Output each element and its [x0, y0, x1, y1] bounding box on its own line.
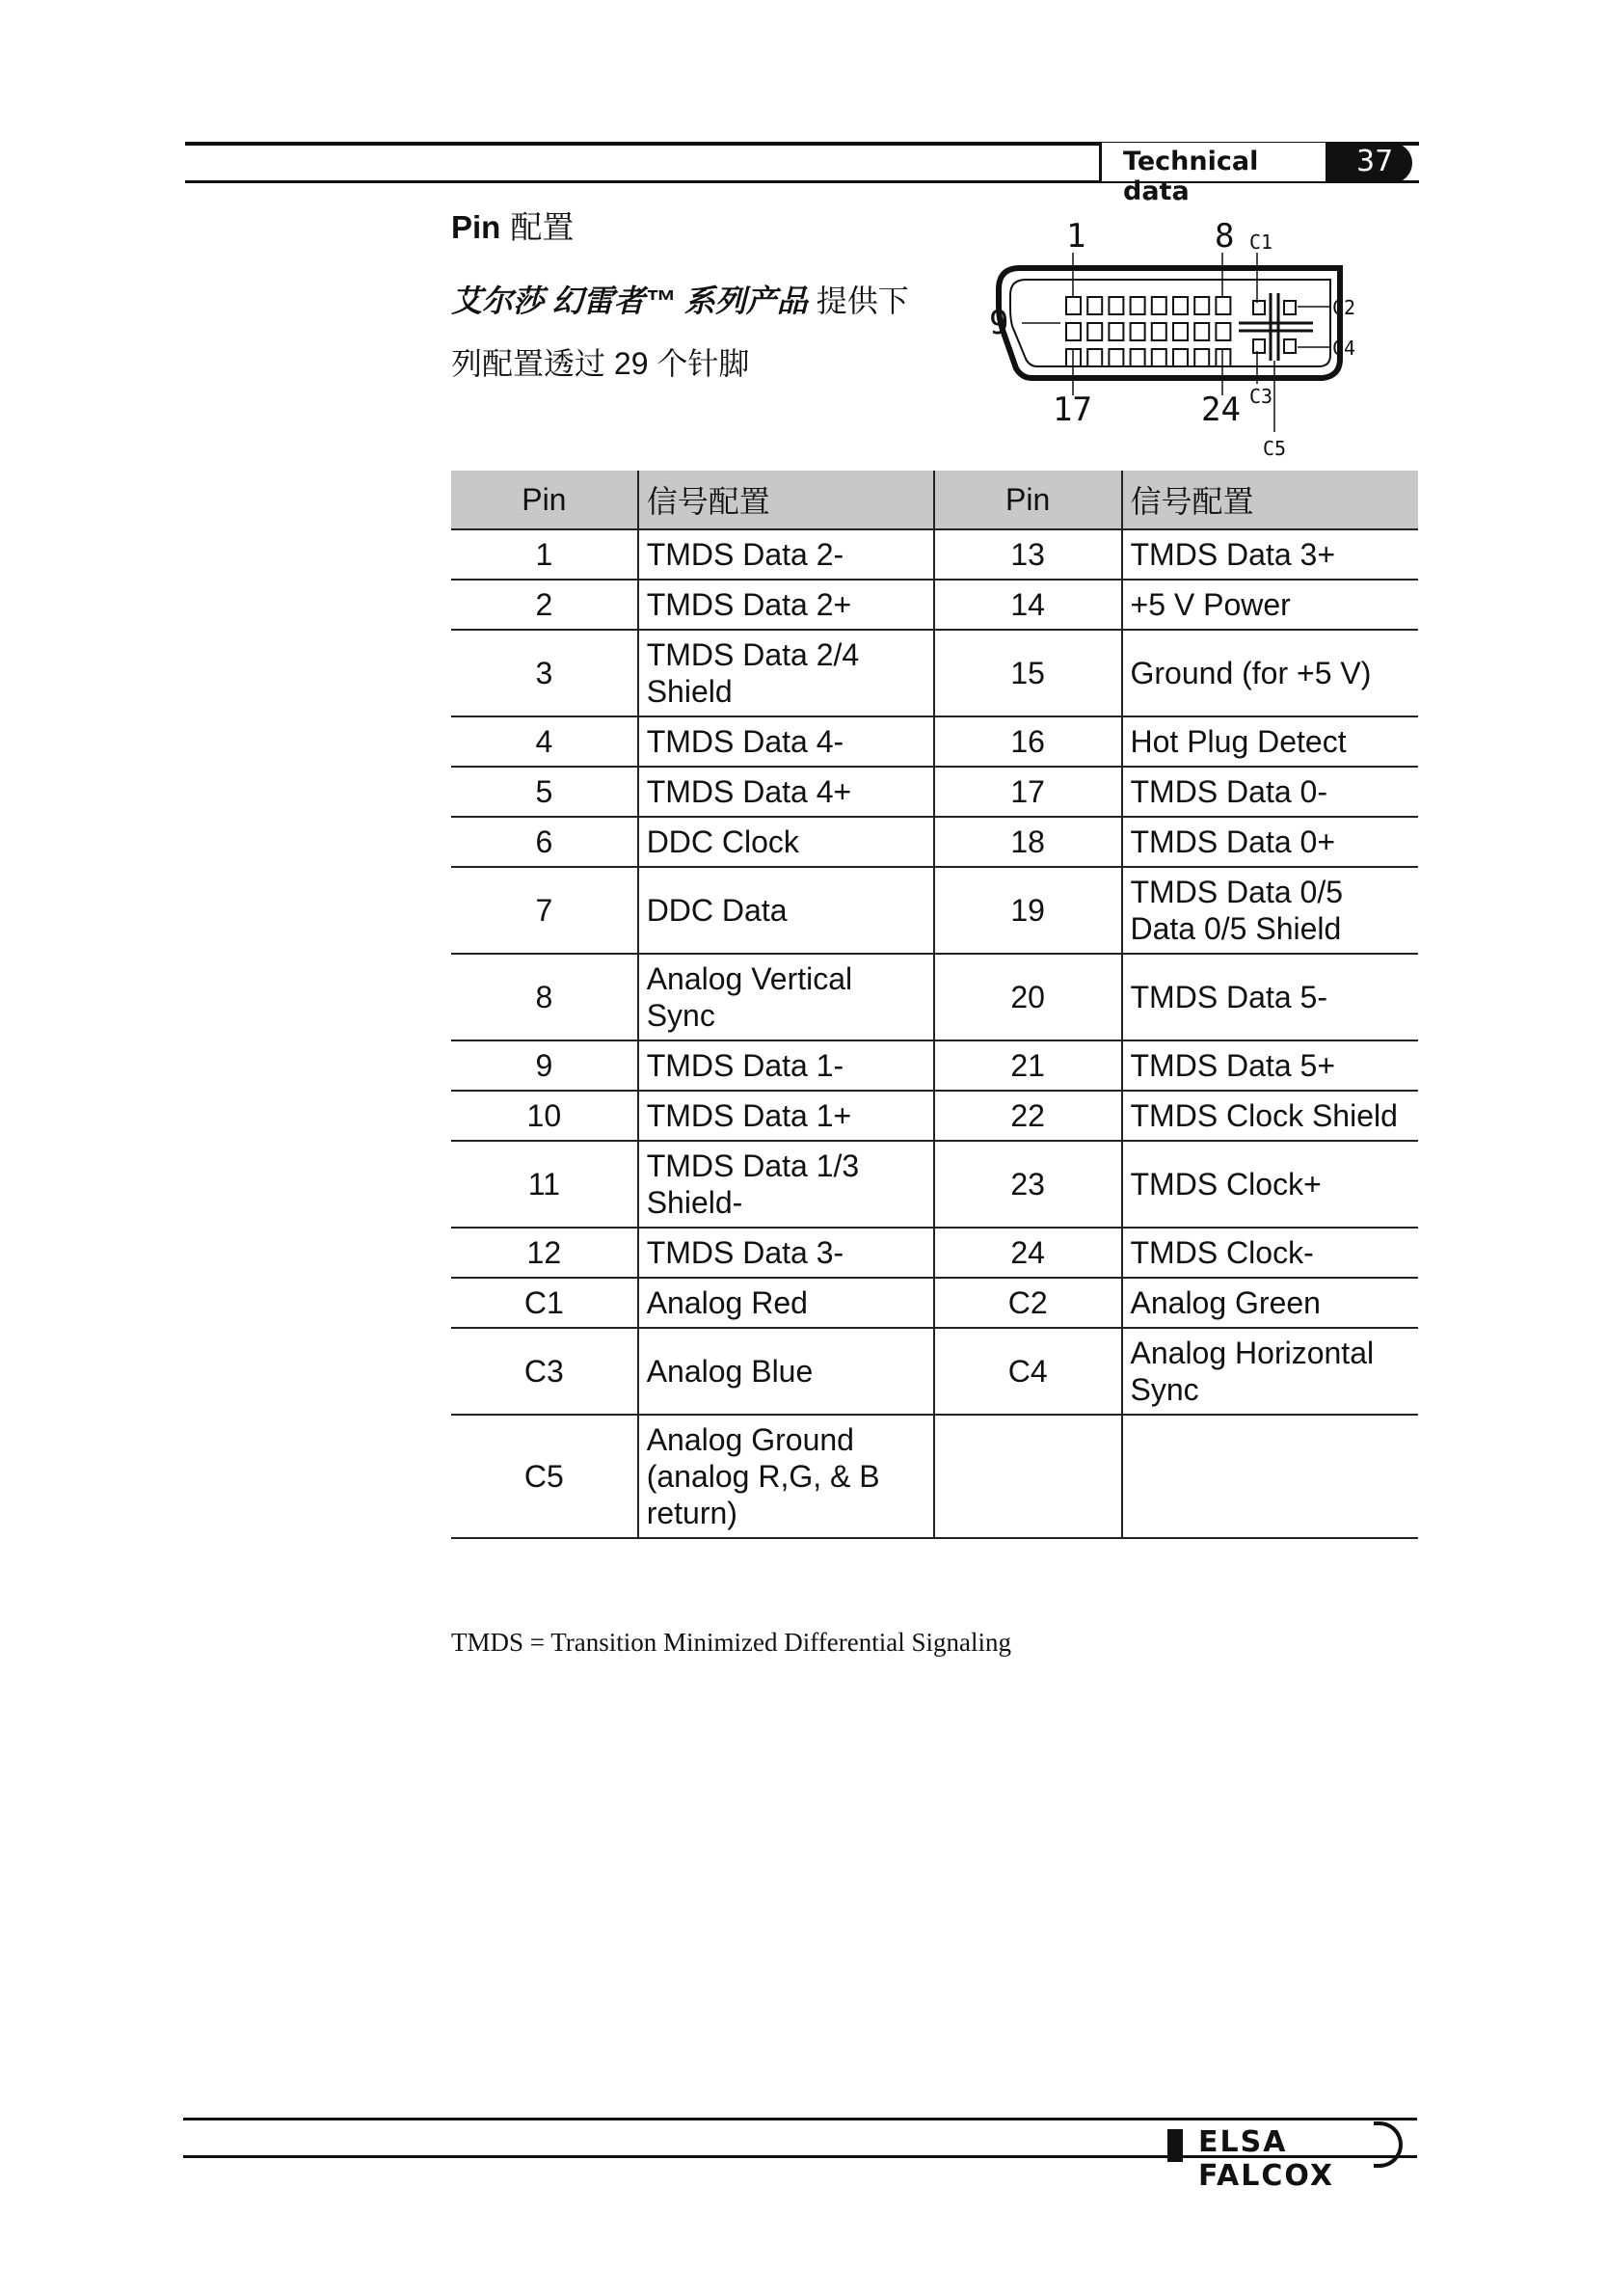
signal-a-cell: TMDS Data 1- [638, 1040, 934, 1091]
page-number-box [1326, 143, 1412, 183]
signal-b-cell: TMDS Data 5- [1122, 954, 1419, 1040]
table-row [451, 954, 1418, 1040]
connector-pin [1194, 297, 1209, 314]
section-label: Technical data [1123, 147, 1259, 206]
signal-b-cell: TMDS Data 3+ [1122, 529, 1419, 580]
signal-b-cell: Hot Plug Detect [1122, 716, 1419, 767]
pin-b-cell: 13 [934, 529, 1122, 580]
table-row [451, 529, 1418, 580]
pin-b-cell [934, 1415, 1122, 1538]
signal-a-cell: TMDS Data 1+ [638, 1091, 934, 1141]
signal-a-cell: TMDS Data 4+ [638, 767, 934, 817]
connector-pin [1087, 323, 1102, 340]
header-tab [1099, 143, 1419, 206]
connector-pin [1131, 297, 1145, 314]
signal-b-cell: +5 V Power [1122, 580, 1419, 630]
brand-bar-left [1167, 2129, 1183, 2162]
connector-pin [1109, 323, 1123, 340]
table-row [451, 1328, 1418, 1415]
table-row [451, 1040, 1418, 1091]
signal-a-cell: Analog Blue [638, 1328, 934, 1415]
pin-b-cell: C4 [934, 1328, 1122, 1415]
signal-a-cell: TMDS Data 2/4 Shield [638, 630, 934, 716]
signal-a-cell: TMDS Data 2+ [638, 580, 934, 630]
section-label-box [1099, 143, 1326, 206]
pin-b-cell: 17 [934, 767, 1122, 817]
connector-pin [1173, 323, 1188, 340]
brand-name: ELSA FALCOX [1198, 2125, 1334, 2193]
signal-a-cell: Analog Vertical Sync [638, 954, 934, 1040]
page-number: 37 [1356, 145, 1394, 178]
connector-pin [1194, 323, 1209, 340]
connector-pin [1109, 297, 1123, 314]
connector-pin [1216, 297, 1230, 314]
connector-pin [1216, 349, 1230, 366]
signal-b-cell: Analog Green [1122, 1278, 1419, 1328]
signal-b-cell: TMDS Data 0+ [1122, 817, 1419, 867]
connector-pin [1066, 297, 1081, 314]
signal-b-cell: TMDS Clock- [1122, 1228, 1419, 1278]
table-row [451, 716, 1418, 767]
pin-a-cell: C5 [451, 1415, 638, 1538]
pin-a-cell: 1 [451, 529, 638, 580]
signal-b-cell: Analog Horizontal Sync [1122, 1328, 1419, 1415]
footer-brand-logo [1133, 2120, 1422, 2193]
pin-a-cell: 11 [451, 1141, 638, 1228]
table-header-row [451, 471, 1418, 529]
header-signal-b: 信号配置 [1122, 471, 1419, 529]
signal-a-cell: TMDS Data 2- [638, 529, 934, 580]
pin-a-cell: 9 [451, 1040, 638, 1091]
header-pin-a: Pin [451, 471, 638, 529]
connector-pin [1152, 349, 1166, 366]
analog-pin-cross [1239, 293, 1313, 361]
table-row [451, 580, 1418, 630]
pin-b-cell: 15 [934, 630, 1122, 716]
connector-pin [1109, 349, 1123, 366]
label-c1: C1 [1249, 230, 1273, 254]
label-c3: C3 [1249, 385, 1273, 408]
connector-pin [1066, 323, 1081, 340]
pin-a-cell: 3 [451, 630, 638, 716]
connector-pin [1173, 297, 1188, 314]
label-pin-1: 1 [1066, 217, 1086, 256]
intro-text [451, 270, 972, 395]
intro-line-1-rest: 提供下 [807, 284, 909, 318]
connector-pin [1194, 349, 1209, 366]
connector-pin [1087, 349, 1102, 366]
pin-assignment-table [451, 471, 1418, 1539]
connector-pin [1131, 349, 1145, 366]
signal-b-cell: TMDS Data 5+ [1122, 1040, 1419, 1091]
intro-line-2: 列配置透过 29 个针脚 [451, 346, 750, 381]
section-title-cn: 配置 [510, 209, 575, 245]
table-row [451, 1141, 1418, 1228]
connector-pin [1216, 323, 1230, 340]
signal-a-cell: DDC Clock [638, 817, 934, 867]
pin-b-cell: 24 [934, 1228, 1122, 1278]
signal-b-cell: TMDS Clock+ [1122, 1141, 1419, 1228]
connector-pin [1152, 297, 1166, 314]
dvi-connector-diagram [983, 214, 1398, 463]
label-pin-17: 17 [1053, 391, 1092, 429]
signal-b-cell: Ground (for +5 V) [1122, 630, 1419, 716]
table-row [451, 1415, 1418, 1538]
pin-grid [1066, 297, 1230, 366]
table-body [451, 529, 1418, 1538]
signal-a-cell: TMDS Data 4- [638, 716, 934, 767]
table-row [451, 630, 1418, 716]
label-c2: C2 [1332, 296, 1356, 319]
signal-a-cell: TMDS Data 3- [638, 1228, 934, 1278]
table-row [451, 817, 1418, 867]
signal-a-cell: Analog Red [638, 1278, 934, 1328]
pin-b-cell: C2 [934, 1278, 1122, 1328]
section-title [451, 203, 574, 248]
label-c5: C5 [1263, 437, 1287, 460]
label-pin-9: 9 [989, 304, 1009, 342]
pin-a-cell: 8 [451, 954, 638, 1040]
signal-b-cell: TMDS Data 0- [1122, 767, 1419, 817]
table-row [451, 867, 1418, 954]
pin-a-cell: C1 [451, 1278, 638, 1328]
table-row [451, 1278, 1418, 1328]
label-pin-24: 24 [1201, 391, 1241, 429]
pin-a-cell: 7 [451, 867, 638, 954]
intro-line-1 [451, 270, 972, 333]
table-row [451, 1228, 1418, 1278]
pin-a-cell: 4 [451, 716, 638, 767]
pin-b-cell: 19 [934, 867, 1122, 954]
footnote: TMDS = Transition Minimized Differential Signaling [451, 1628, 1011, 1657]
header-pin-b: Pin [934, 471, 1122, 529]
signal-a-cell: Analog Ground (analog R,G, & B return) [638, 1415, 934, 1538]
product-name: 艾尔莎 幻雷者™ 系列产品 [451, 284, 808, 318]
table-row [451, 767, 1418, 817]
signal-b-cell [1122, 1415, 1419, 1538]
pin-a-cell: 5 [451, 767, 638, 817]
pin-b-cell: 18 [934, 817, 1122, 867]
connector-pin [1173, 349, 1188, 366]
signal-b-cell: TMDS Data 0/5 Data 0/5 Shield [1122, 867, 1419, 954]
signal-b-cell: TMDS Clock Shield [1122, 1091, 1419, 1141]
pin-a-cell: 10 [451, 1091, 638, 1141]
label-c4: C4 [1332, 337, 1356, 360]
pin-b-cell: 14 [934, 580, 1122, 630]
pin-a-cell: 12 [451, 1228, 638, 1278]
pin-a-cell: 6 [451, 817, 638, 867]
connector-pin [1152, 323, 1166, 340]
connector-pin [1131, 323, 1145, 340]
label-pin-8: 8 [1215, 217, 1235, 256]
pin-b-cell: 22 [934, 1091, 1122, 1141]
section-title-en: Pin [451, 209, 501, 245]
connector-pin [1087, 297, 1102, 314]
signal-a-cell: TMDS Data 1/3 Shield- [638, 1141, 934, 1228]
table-row [451, 1091, 1418, 1141]
pin-b-cell: 21 [934, 1040, 1122, 1091]
signal-a-cell: DDC Data [638, 867, 934, 954]
header-signal-a: 信号配置 [638, 471, 934, 529]
pin-b-cell: 20 [934, 954, 1122, 1040]
pin-a-cell: 2 [451, 580, 638, 630]
pin-a-cell: C3 [451, 1328, 638, 1415]
pin-b-cell: 23 [934, 1141, 1122, 1228]
pin-b-cell: 16 [934, 716, 1122, 767]
